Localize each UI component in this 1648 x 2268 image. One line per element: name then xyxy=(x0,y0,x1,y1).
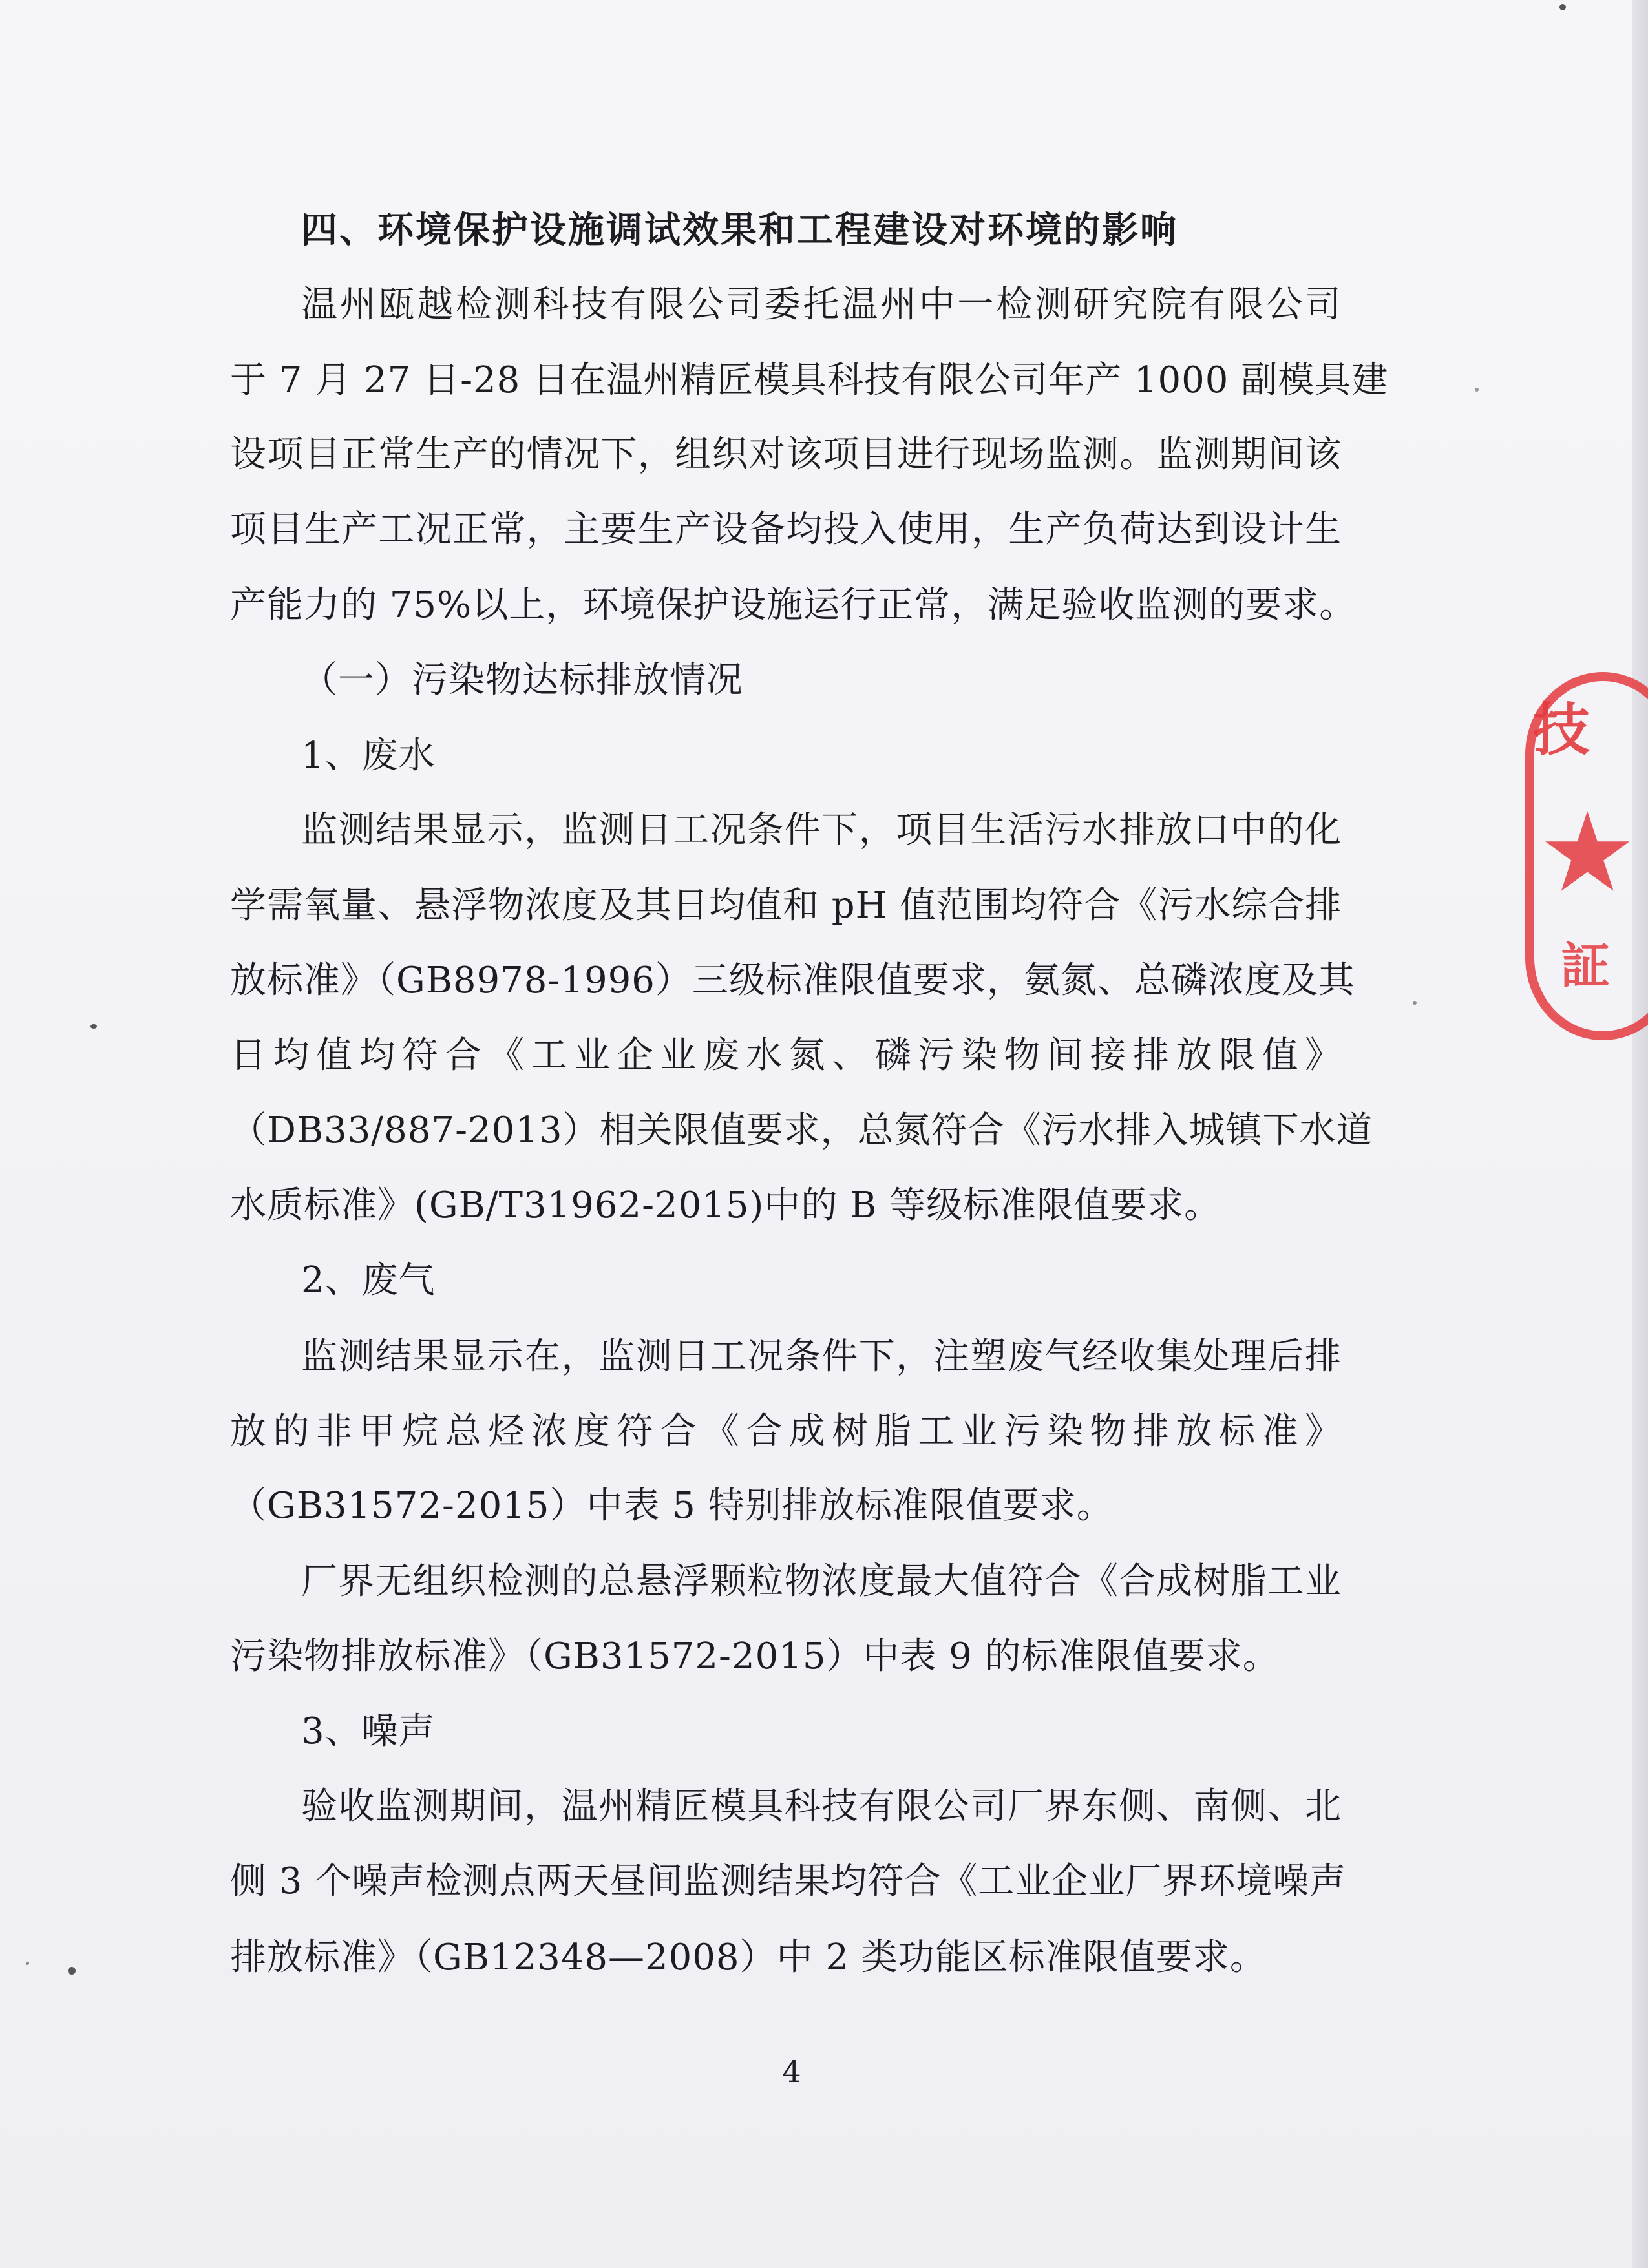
wastewater-line-3: 放标准》（GB8978-1996）三级标准限值要求，氨氮、总磷浓度及其 xyxy=(230,960,1355,1002)
scan-speck xyxy=(26,1962,29,1965)
wastewater-line-4: 日均值均符合《工业企业废水氮、磷污染物间接排放限值》 xyxy=(230,1034,1342,1076)
intro-line-4: 项目生产工况正常，主要生产设备均投入使用，生产负荷达到设计生 xyxy=(230,509,1342,551)
seal-text-top: 技 xyxy=(1533,697,1590,763)
scan-speck xyxy=(1559,4,1566,10)
noise-title: 3、噪声 xyxy=(301,1710,436,1752)
intro-line-2: 于 7 月 27 日-28 日在温州精匠模具科技有限公司年产 1000 副模具建 xyxy=(230,359,1389,401)
exhaust-line-4: 厂界无组织检测的总悬浮颗粒物浓度最大值符合《合成树脂工业 xyxy=(301,1560,1342,1602)
seal-star-icon: ★ xyxy=(1538,789,1637,917)
seal-text-bottom: 証 xyxy=(1561,937,1610,994)
subsection-title: （一）污染物达标排放情况 xyxy=(301,659,743,701)
wastewater-line-6: 水质标准》(GB/T31962-2015)中的 B 等级标准限值要求。 xyxy=(230,1184,1221,1226)
exhaust-title: 2、废气 xyxy=(301,1259,436,1301)
noise-line-2: 侧 3 个噪声检测点两天昼间监测结果均符合《工业企业厂界环境噪声 xyxy=(230,1860,1347,1902)
exhaust-line-5: 污染物排放标准》（GB31572-2015）中表 9 的标准限值要求。 xyxy=(230,1635,1280,1677)
exhaust-line-1: 监测结果显示在，监测日工况条件下，注塑废气经收集处理后排 xyxy=(301,1336,1342,1378)
page-number: 4 xyxy=(782,2054,801,2089)
scan-speck xyxy=(1475,388,1479,392)
wastewater-line-5: （DB33/887-2013）相关限值要求，总氮符合《污水排入城镇下水道 xyxy=(230,1109,1373,1151)
noise-line-1: 验收监测期间，温州精匠模具科技有限公司厂界东侧、南侧、北 xyxy=(301,1785,1342,1827)
intro-line-5: 产能力的 75%以上，环境保护设施运行正常，满足验收监测的要求。 xyxy=(230,584,1357,626)
noise-line-3: 排放标准》（GB12348—2008）中 2 类功能区标准限值要求。 xyxy=(230,1937,1267,1979)
wastewater-line-2: 学需氧量、悬浮物浓度及其日均值和 pH 值范围均符合《污水综合排 xyxy=(230,885,1342,927)
exhaust-line-3: （GB31572-2015）中表 5 特别排放标准限值要求。 xyxy=(230,1485,1114,1527)
wastewater-title: 1、废水 xyxy=(301,735,436,777)
scan-speck xyxy=(1413,1001,1417,1005)
intro-line-1: 温州瓯越检测科技有限公司委托温州中一检测研究院有限公司 xyxy=(301,284,1342,326)
wastewater-line-1: 监测结果显示，监测日工况条件下，项目生活污水排放口中的化 xyxy=(301,809,1342,851)
section-heading: 四、环境保护设施调试效果和工程建设对环境的影响 xyxy=(301,209,1178,251)
exhaust-line-2: 放的非甲烷总烃浓度符合《合成树脂工业污染物排放标准》 xyxy=(230,1411,1342,1453)
intro-line-3: 设项目正常生产的情况下，组织对该项目进行现场监测。监测期间该 xyxy=(230,434,1342,476)
scan-speck xyxy=(68,1967,76,1975)
scan-speck xyxy=(90,1024,97,1029)
scan-edge xyxy=(1632,0,1648,2268)
